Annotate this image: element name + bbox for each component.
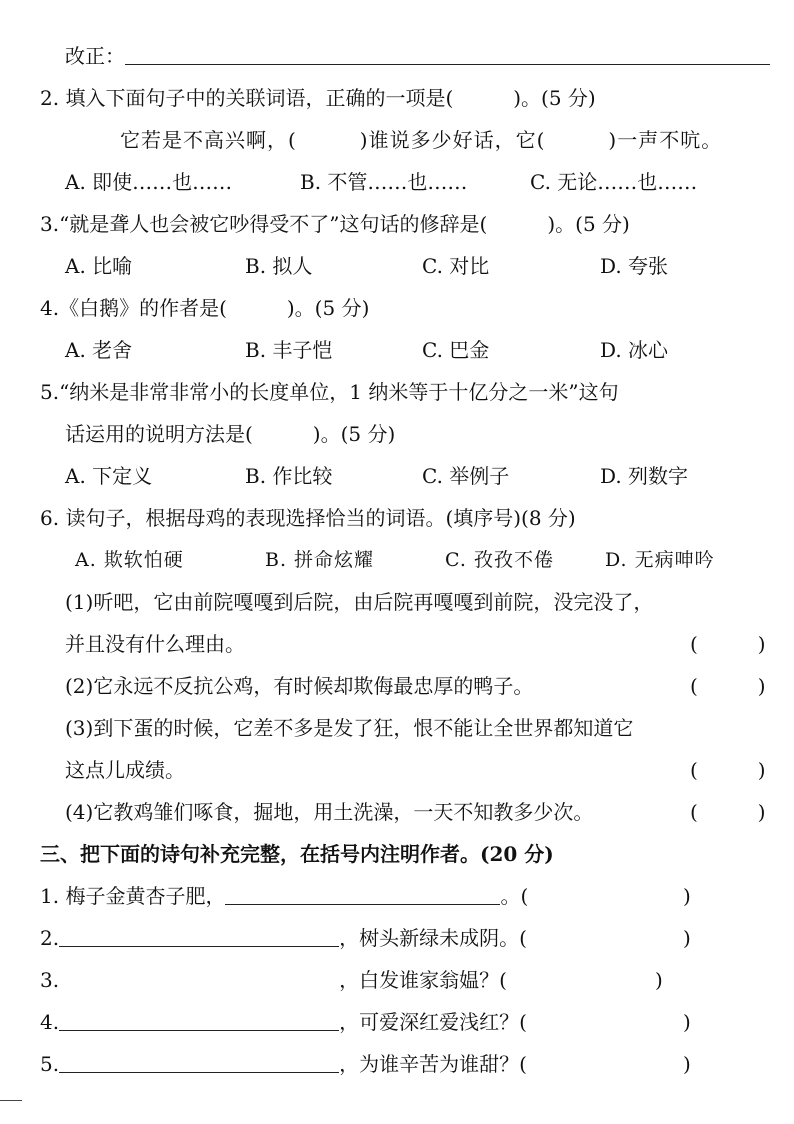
section3-title: 三、把下面的诗句补充完整，在括号内注明作者。(20 分)	[40, 842, 554, 866]
poem-4-tail: ，可爱深红爱浅红？(	[339, 1010, 527, 1034]
poem-2-num: 2.	[40, 926, 60, 950]
poem-5-blank[interactable]	[59, 1050, 339, 1073]
q6-item-2-answer[interactable]: ( )	[690, 674, 766, 698]
correction-blank[interactable]	[125, 42, 770, 65]
poem-2-close[interactable]: )	[683, 926, 691, 950]
q6-option-d: D. 无病呻吟	[605, 549, 715, 571]
q6-item-4-answer[interactable]: ( )	[690, 800, 766, 824]
poem-1-tail: 。(	[500, 884, 529, 908]
q2-option-b[interactable]: B. 不管……也……	[300, 170, 468, 194]
q6-item-1-line1: (1)听吧，它由前院嘎嘎到后院，由后院再嘎嘎到前院，没完没了，	[65, 590, 654, 614]
poem-row-4	[40, 1008, 527, 1036]
poem-1-close[interactable]: )	[683, 884, 691, 908]
poem-4-blank[interactable]	[59, 1008, 339, 1031]
q6-option-c: C. 孜孜不倦	[445, 549, 554, 571]
q5-option-c[interactable]: C. 举例子	[422, 464, 510, 488]
q6-item-3-line2: 这点儿成绩。	[65, 758, 185, 782]
correction-label: 改正：	[65, 44, 125, 68]
poem-4-num: 4.	[40, 1010, 60, 1034]
q4-option-b[interactable]: B. 丰子恺	[245, 338, 333, 362]
poem-3-close[interactable]: )	[655, 968, 663, 992]
q5-option-b[interactable]: B. 作比较	[245, 464, 333, 488]
q6-item-2-line1: (2)它永远不反抗公鸡，有时候却欺侮最忠厚的鸭子。	[65, 674, 534, 698]
poem-row-2	[40, 924, 527, 952]
correction-row	[65, 42, 770, 70]
q6-item-3-answer[interactable]: ( )	[690, 758, 766, 782]
page-corner-mark	[0, 1100, 22, 1101]
q4-stem: 4.《白鹅》的作者是( )。(5 分)	[40, 296, 370, 320]
poem-row-3	[40, 966, 507, 994]
poem-5-num: 5.	[40, 1052, 60, 1076]
q6-item-1-answer[interactable]: ( )	[690, 632, 766, 656]
q2-option-c[interactable]: C. 无论……也……	[530, 170, 698, 194]
poem-3-num: 3.	[40, 968, 60, 992]
q6-option-a: A. 欺软怕硬	[75, 549, 184, 571]
q3-option-d[interactable]: D. 夸张	[600, 254, 669, 278]
q5-option-d[interactable]: D. 列数字	[600, 464, 689, 488]
q5-option-a[interactable]: A. 下定义	[65, 464, 153, 488]
poem-2-blank[interactable]	[59, 924, 339, 947]
q6-option-b: B. 拼命炫耀	[265, 549, 375, 571]
q4-option-d[interactable]: D. 冰心	[600, 338, 669, 362]
q4-option-c[interactable]: C. 巴金	[422, 338, 490, 362]
q5-stem-line1: 5.“纳米是非常非常小的长度单位，1 纳米等于十亿分之一米”这句	[40, 380, 619, 404]
q2-sentence: 它若是不高兴啊，( )谁说多少好话，它( )一声不吭。	[120, 128, 723, 152]
poem-5-close[interactable]: )	[683, 1052, 691, 1076]
q3-stem: 3.“就是聋人也会被它吵得受不了”这句话的修辞是( )。(5 分)	[40, 212, 630, 236]
q6-item-3-line1: (3)到下蛋的时候，它差不多是发了狂，恨不能让全世界都知道它	[65, 716, 634, 740]
poem-1-blank[interactable]	[225, 882, 500, 905]
poem-row-5	[40, 1050, 527, 1078]
q3-option-a[interactable]: A. 比喻	[65, 254, 133, 278]
q6-stem: 6. 读句子，根据母鸡的表现选择恰当的词语。(填序号)(8 分)	[40, 506, 576, 530]
poem-3-tail: ，白发谁家翁媪？(	[339, 968, 507, 992]
q2-stem: 2. 填入下面句子中的关联词语，正确的一项是( )。(5 分)	[40, 86, 596, 110]
q6-item-4-line1: (4)它教鸡雏们啄食，掘地，用土洗澡，一天不知教多少次。	[65, 800, 594, 824]
poem-2-tail: ，树头新绿未成阴。(	[339, 926, 527, 950]
q6-item-1-line2: 并且没有什么理由。	[65, 632, 245, 656]
poem-5-tail: ，为谁辛苦为谁甜？(	[339, 1052, 527, 1076]
q3-option-c[interactable]: C. 对比	[422, 254, 490, 278]
q4-option-a[interactable]: A. 老舍	[65, 338, 133, 362]
poem-row-1	[40, 882, 528, 910]
q3-option-b[interactable]: B. 拟人	[245, 254, 313, 278]
poem-1-text: 1. 梅子金黄杏子肥，	[40, 884, 226, 908]
poem-4-close[interactable]: )	[683, 1010, 691, 1034]
q5-stem-line2: 话运用的说明方法是( )。(5 分)	[65, 422, 396, 446]
q2-option-a[interactable]: A. 即使……也……	[65, 170, 233, 194]
